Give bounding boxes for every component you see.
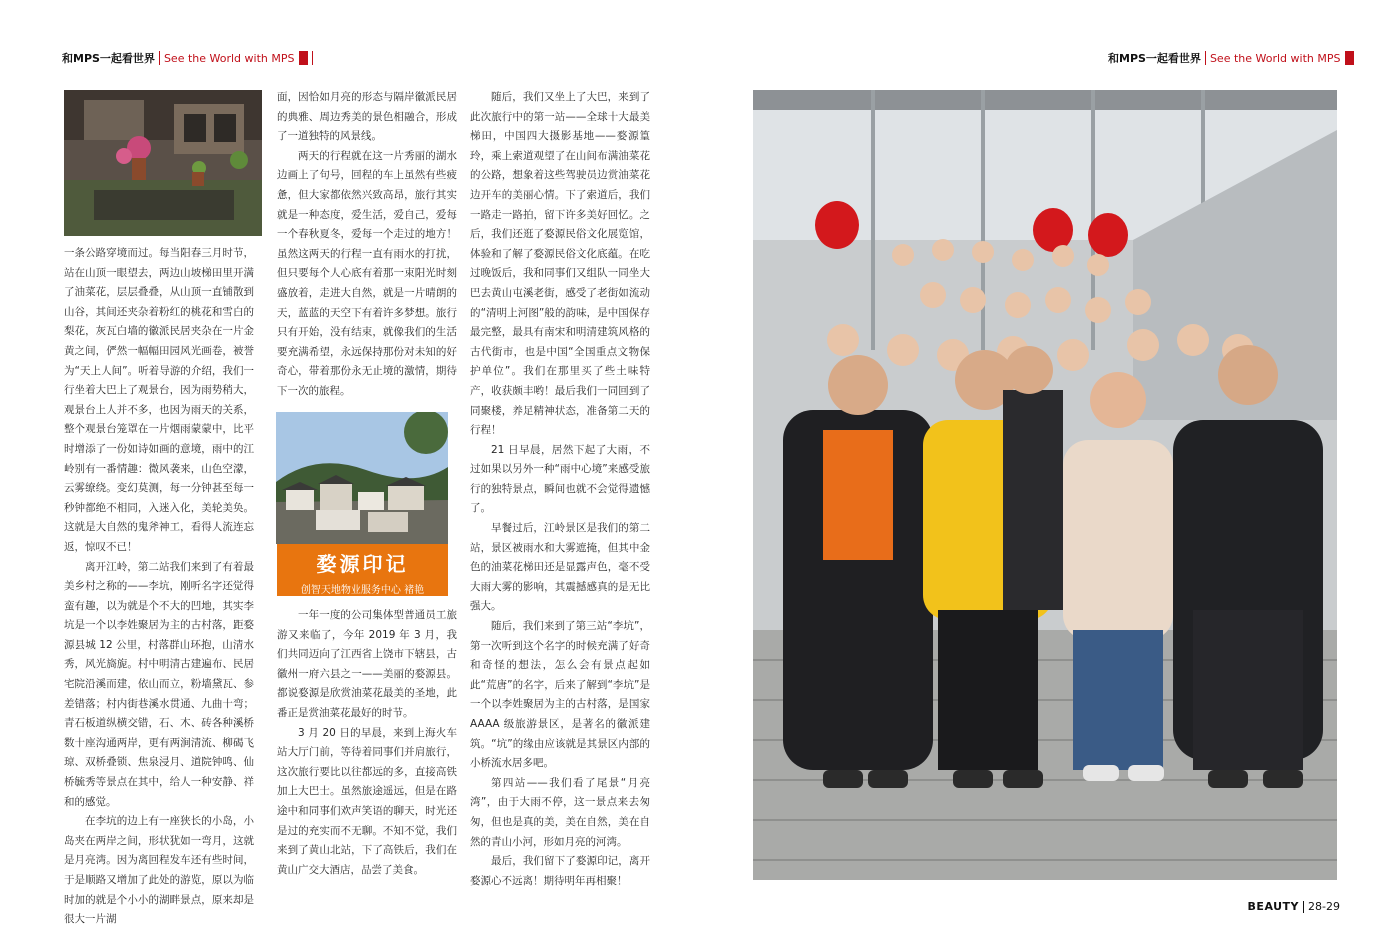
article-author: 创智天地物业服务中心 褚艳 — [300, 585, 425, 596]
article-title: 婺源印记 — [316, 552, 409, 576]
header-red-bar — [1345, 51, 1354, 65]
header-cn-left: 和MPS一起看世界 — [62, 52, 155, 65]
paragraph: 一条公路穿境而过。每当阳春三月时节，站在山顶一眼望去，两边山坡梯田里开满了油菜花，层层叠叠，从山顶一直铺散到山谷，其间还夹杂着粉红的桃花和雪白的梨花，灰瓦白墙的徽派民居夹杂在一片金黄之间，俨然一幅幅田园风光画卷，被誉为“天上人间”。听着导游的介绍，我们一行坐着大巴上了观景台，因为雨势稍大，观景台上人并不多，也因为雨天的关系，整个观景台笼罩在一片烟雨蒙蒙中，比平时增添了一份如诗如画的意境，雨中的江岭别有一番情趣：微风袭来，山色空濛，云雾缭绕。变幻莫测，每一分钟甚至每一秒钟都绝不相同，入迷入化，美轮美奂。这就是大自然的鬼斧神工，看得人流连忘返，惊叹不已！ — [64, 247, 254, 553]
text-column-2 — [277, 88, 457, 402]
header-cn-right: 和MPS一起看世界 — [1108, 52, 1201, 65]
paragraph: 早餐过后，江岭景区是我们的第二站，景区被雨水和大雾遮掩，但其中金色的油菜花梯田还是显露声色，毫不受大雨大雾的影响，其震撼感真的是无比强大。 — [470, 522, 650, 613]
paragraph: 在李坑的边上有一座狭长的小岛，小岛夹在两岸之间，形状犹如一弯月，这就是月亮湾。因为离回程发车还有些时间，于是顺路又增加了此处的游览，原以为临时加的就是个小小的湖畔景点，原来却是很大一片湖 — [64, 815, 254, 926]
text-column-3 — [470, 88, 650, 891]
footer-brand: BEAUTY — [1247, 900, 1300, 913]
page-numbers: 28-29 — [1308, 900, 1340, 913]
page-footer — [1248, 900, 1340, 913]
text-column-2-bottom — [277, 606, 457, 880]
paragraph: 两天的行程就在这一片秀丽的湖水边画上了句号，回程的车上虽然有些疲惫，但大家都依然兴致高昂，旅行其实就是一种态度，爱生活，爱自己，爱每一个春秋夏冬，爱每一个走过的地方！虽然这两天的行程一直有雨水的打扰，但只要每个人心底有着那一束阳光时刻盛放着，走进大自然，就是一片晴朗的天，蓝蓝的天空下有着许多梦想。旅行只有开始，没有结束，就像我们的生活要充满希望，永远保持那份对未知的好奇心，带着那份永无止境的激情，期待下一次的旅程。 — [277, 149, 457, 397]
footer-divider — [1303, 901, 1304, 913]
header-divider — [312, 51, 313, 65]
paragraph: 3 月 20 日的早晨，来到上海火车站大厅门前，等待着同事们并肩旅行，这次旅行要比以往都远的多，直接高铁加上大巴士。虽然旅途遥远，但是在路途中和同事们欢声笑语的聊天，时光还是过的充实而不无聊。不知不觉，我们来到了黄山北站，下了高铁后，我们在黄山广交大酒店，品尝了美食。 — [277, 726, 457, 876]
page-header-left — [62, 50, 313, 66]
paragraph: 随后，我们来到了第三站“李坑”，第一次听到这个名字的时候充满了好奇和奇怪的想法，怎么会有景点起如此“荒唐”的名字，后来了解到“李坑”是一个以李姓聚居为主的古村落，是国家 AAAA 级旅游景区，是著名的徽派建筑。“坑”的缘由应该就是其景区内部的小桥流水居多吧。 — [470, 620, 650, 770]
paragraph: 21 日早晨，居然下起了大雨，不过如果以另外一种“雨中心境”来感受旅行的独特景点，瞬间也就不会觉得遗憾了。 — [470, 443, 650, 515]
hillside-village-photo — [276, 412, 448, 544]
paragraph: 最后，我们留下了婺源印记，离开婺源心不远离！期待明年再相聚！ — [470, 855, 650, 887]
header-red-bar — [299, 51, 308, 65]
village-courtyard-photo — [64, 90, 262, 236]
article-title-banner — [277, 544, 448, 596]
header-divider — [159, 51, 160, 65]
group-photo — [753, 90, 1337, 880]
header-en-right: See the World with MPS — [1209, 51, 1341, 65]
paragraph: 随后，我们又坐上了大巴，来到了此次旅行中的第一站——全球十大最美梯田，中国四大摄影基地——婺源篁玲，乘上索道观望了在山间布满油菜花的公路，想象着这些驾驶员边赏油菜花边开车的美丽心情。下了索道后，我们一路走一路拍，留下许多美好回忆。之后，我们还逛了婺源民俗文化展览馆，体验和了解了婺源民俗文化底蕴。在吃过晚饭后，我和同事们又组队一同坐大巴去黄山屯溪老街，感受了老街如流动的“清明上河图”般的韵味，是中国保存最完整，最具有南宋和明清建筑风格的古代街市，也是中国“全国重点文物保护单位”。我们在那里买了些土味特产，收获颇丰哟！最后我们一同回到了同聚楼，养足精神状态，准备第二天的行程！ — [470, 91, 650, 437]
text-column-1 — [64, 244, 254, 930]
header-divider — [1205, 51, 1206, 65]
paragraph: 一年一度的公司集体型普通员工旅游又来临了，今年 2019 年 3 月，我们共同迈向了江西省上饶市下辖县，古徽州一府六县之一——美丽的婺源县。都说婺源是欣赏油菜花最美的圣地，此番正是赏油菜花最好的时节。 — [277, 609, 457, 719]
paragraph: 离开江岭，第二站我们来到了有着最美乡村之称的——李坑，刚听名字还觉得蛮有趣，以为就是个不大的凹地，其实李坑是一个以李姓聚居为主的古村落，距婺源县城 12 公里，村落群山环抱，山清水秀，风光旖旎。村中明清古建遍布、民居宅院沿溪而建，依山而立，粉墙黛瓦、参差错落；村内街巷溪水贯通、九曲十弯；青石板道纵横交错，石、木、砖各种溪桥数十座沟通两岸，更有两涧清流、柳碣飞琼、双桥叠锁、焦泉浸月、道院钟鸣、仙桥毓秀等景点在其中，给人一种安静、祥和的感觉。 — [64, 560, 254, 808]
paragraph: 第四站——我们看了尾景“月亮湾”，由于大雨不停，这一景点来去匆匆，但也是真的美，美在自然，美在自然的青山小河，形如月亮的河湾。 — [470, 776, 650, 848]
page-header-right — [1108, 50, 1354, 66]
header-en-left: See the World with MPS — [163, 51, 295, 65]
paragraph: 面，因恰如月亮的形态与隔岸徽派民居的典雅、周边秀美的景色相融合，形成了一道独特的风景线。 — [277, 91, 457, 143]
